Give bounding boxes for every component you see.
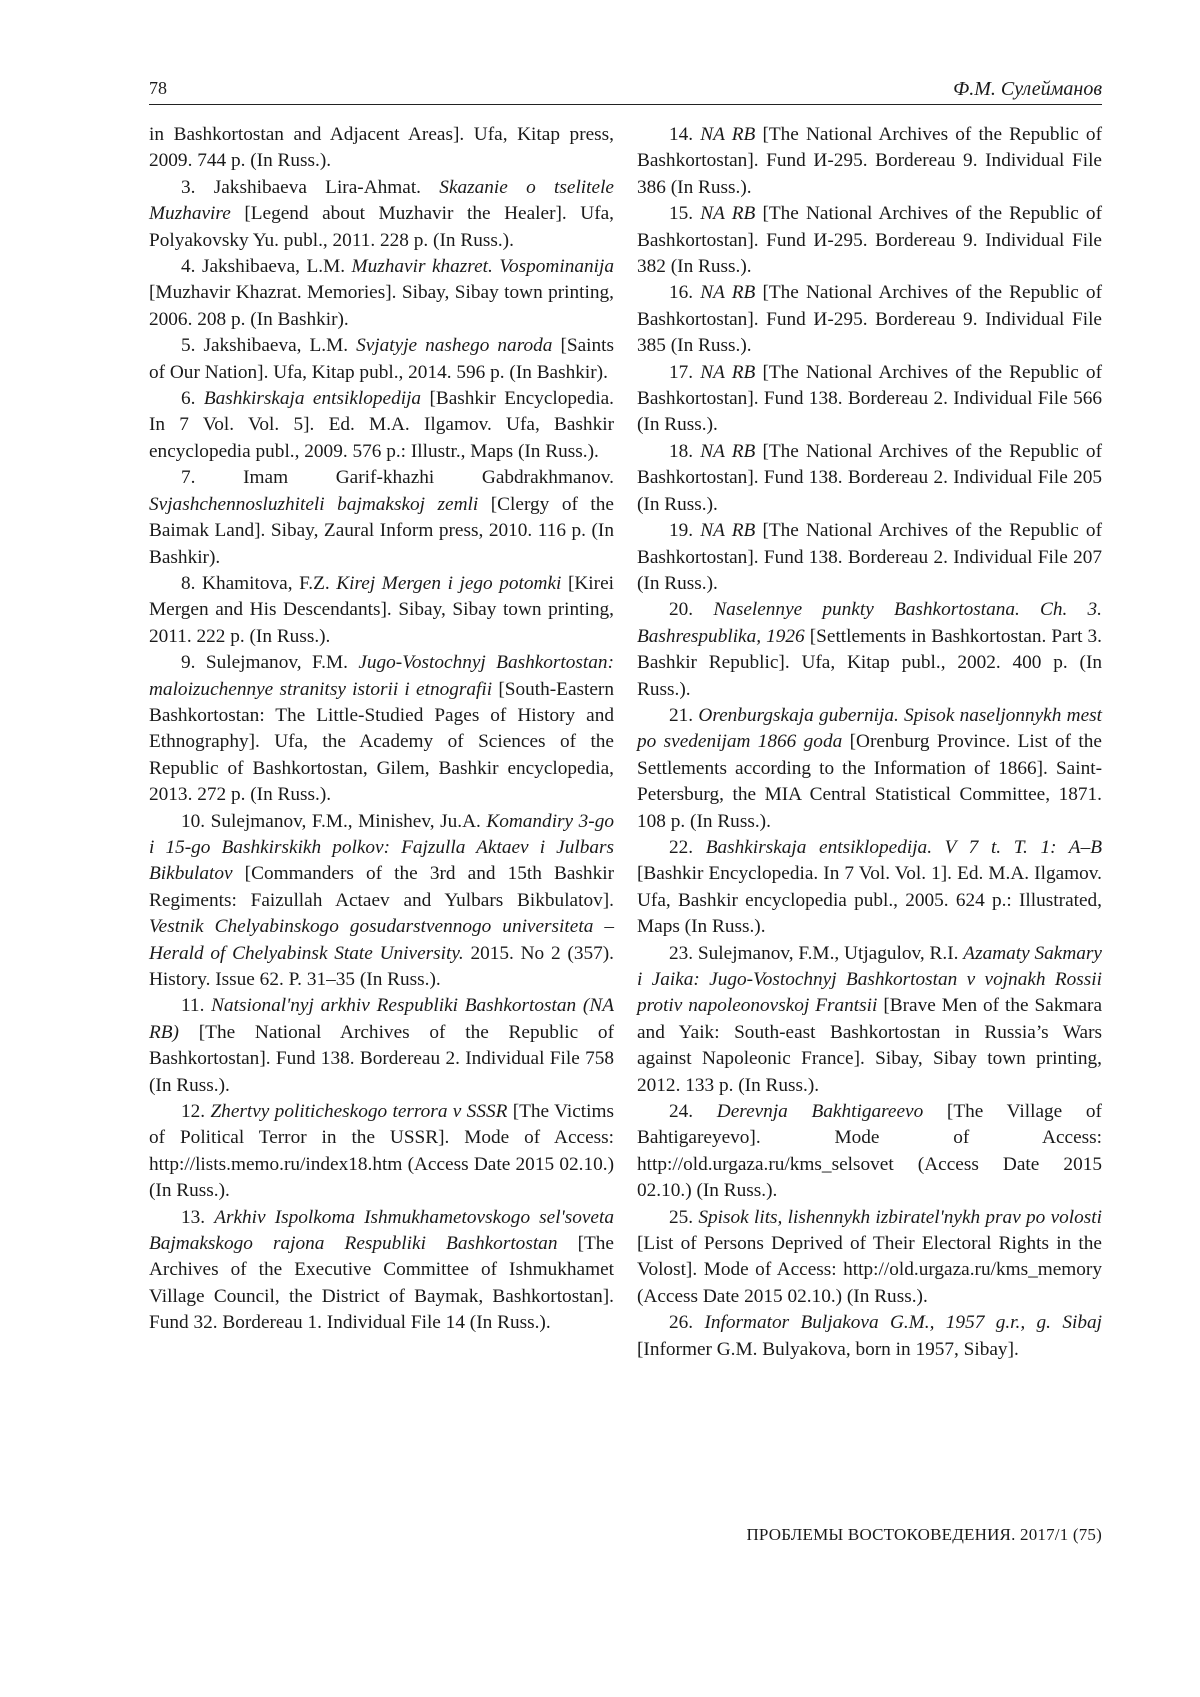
reference-item: 17. NA RB [The National Archives of the Republic of Bashkortostan]. Fund 138. Bordereau 2. Individual File 566 (In Russ.). bbox=[637, 361, 1102, 436]
reference-item: 3. Jakshibaeva Lira-Ahmat. Skazanie o tselitele Muzhavire [Legend about Muzhavir the Healer]. Ufa, Polyakovsky Yu. publ., 2011. 228 p. (In Russ.). bbox=[149, 176, 615, 251]
reference-item: 20. Naselennye punkty Bashkortostana. Ch. 3. Bashrespublika, 1926 [Settlements in Bashkortostan. Part 3. Bashkir Republic]. Ufa, Kitap publ., 2002. 400 p. (In Russ.). bbox=[637, 599, 1103, 700]
reference-item: 14. NA RB [The National Archives of the Republic of Bashkortostan]. Fund И-295. Bordereau 9. Individual File 386 (In Russ.). bbox=[637, 124, 1102, 198]
reference-item: 12. Zhertvy politicheskogo terrora v SSSR [The Victims of Political Terror in the USSR]. Mode of Access: http://lists.memo.ru/index18.htm (Access Date 2015 02.10.) (In Russ.). bbox=[149, 1101, 614, 1202]
reference-item: in Bashkortostan and Adjacent Areas]. Ufa, Kitap press, 2009. 744 p. (In Russ.). bbox=[149, 124, 614, 172]
journal-footer: ПРОБЛЕМЫ ВОСТОКОВЕДЕНИЯ. 2017/1 (75) bbox=[746, 1525, 1102, 1544]
references-right-column bbox=[637, 122, 1102, 1363]
reference-item: 8. Khamitova, F.Z. Kirej Mergen i jego potomki [Kirei Mergen and His Descendants]. Sibay, Sibay town printing, 2011. 222 p. (In Russ.). bbox=[149, 572, 614, 647]
running-head-author: Ф.М. Сулейманов bbox=[953, 78, 1102, 100]
reference-item: 18. NA RB [The National Archives of the Republic of Bashkortostan]. Fund 138. Bordereau 2. Individual File 205 (In Russ.). bbox=[637, 440, 1102, 515]
reference-item: 13. Arkhiv Ispolkoma Ishmukhametovskogo sel'soveta Bajmakskogo rajona Respubliki Bashkortostan [The Archives of the Executive Committee of Ishmukhamet Village Council, the District of Baymak, Bashkortostan]. Fund 32. Bordereau 1. Individual File 14 (In Russ.). bbox=[149, 1206, 614, 1334]
references-left-column bbox=[149, 122, 614, 1337]
reference-item: 19. NA RB [The National Archives of the Republic of Bashkortostan]. Fund 138. Bordereau 2. Individual File 207 (In Russ.). bbox=[637, 520, 1102, 594]
reference-item: 22. Bashkirskaja entsiklopedija. V 7 t. T. 1: A–B [Bashkir Encyclopedia. In 7 Vol. Vol. 1]. Ed. M.A. Ilgamov. Ufa, Bashkir encyclopedia publ., 2005. 624 p.: Illustrated, Maps (In Russ.). bbox=[637, 836, 1102, 938]
reference-item: 9. Sulejmanov, F.M. Jugo-Vostochnyj Bashkortostan: maloizuchennye stranitsy istorii i etnografii [South-Eastern Bashkortostan: The Little-Studied Pages of History and Ethnography]. Ufa, the Academy of Sciences of the Republic of Bashkortostan, Gilem, Bashkir encyclopedia, 2013. 272 p. (In Russ.). bbox=[149, 652, 614, 806]
reference-item: 11. Natsional'nyj arkhiv Respubliki Bashkortostan (NA RB) [The National Archives of the Republic of Bashkortostan]. Fund 138. Bordereau 2. Individual File 758 (In Russ.). bbox=[149, 995, 614, 1096]
reference-item: 6. Bashkirskaja entsiklopedija [Bashkir Encyclopedia. In 7 Vol. Vol. 5]. Ed. M.A. Ilgamov. Ufa, Bashkir encyclopedia publ., 2009. 576 p.: Illustr., Maps (In Russ.). bbox=[149, 388, 614, 462]
page-header bbox=[149, 76, 1102, 105]
reference-item: 26. Informator Buljakova G.M., 1957 g.r., g. Sibaj [Informer G.M. Bulyakova, born in 1957, Sibay]. bbox=[637, 1312, 1102, 1360]
reference-item: 16. NA RB [The National Archives of the Republic of Bashkortostan]. Fund И-295. Bordereau 9. Individual File 385 (In Russ.). bbox=[637, 282, 1102, 357]
reference-item: 23. Sulejmanov, F.M., Utjagulov, R.I. Azamaty Sakmary i Jaika: Jugo-Vostochnyj Bashkortostan v vojnakh Rossii protiv napoleonovskoj Frantsii [Brave Men of the Sakmara and Yaik: South-east Bashkortostan in Russia’s Wars against Napoleonic France]. Sibay, Sibay town printing, 2012. 133 p. (In Russ.). bbox=[637, 942, 1102, 1096]
reference-item: 15. NA RB [The National Archives of the Republic of Bashkortostan]. Fund И-295. Bordereau 9. Individual File 382 (In Russ.). bbox=[637, 203, 1102, 278]
reference-item: 4. Jakshibaeva, L.M. Muzhavir khazret. Vospominanija [Muzhavir Khazrat. Memories]. Sibay, Sibay town printing, 2006. 208 p. (In Bashkir). bbox=[149, 256, 614, 330]
reference-item: 24. Derevnja Bakhtigareevo [The Village of Bahtigareyevo]. Mode of Access: http://old.urgaza.ru/kms_selsovet (Access Date 2015 02.10.) (In Russ.). bbox=[637, 1101, 1102, 1202]
reference-item: 25. Spisok lits, lishennykh izbiratel'nykh prav po volosti [List of Persons Deprived of Their Electoral Rights in the Volost]. Mode of Access: http://old.urgaza.ru/kms_memory (Access Date 2015 02.10.) (In Russ.). bbox=[637, 1206, 1102, 1307]
reference-item: 10. Sulejmanov, F.M., Minishev, Ju.A. Komandiry 3-go i 15-go Bashkirskikh polkov: Fajzulla Aktaev i Julbars Bikbulatov [Commanders of the 3rd and 15th Bashkir Regiments: Faizullah Actaev and Yulbars Bikbulatov]. Vestnik Chelyabinskogo gosudarstvennogo universiteta – Herald of Chelyabinsk State University. 2015. No 2 (357). History. Issue 62. P. 31–35 (In Russ.). bbox=[149, 810, 614, 990]
page-number: 78 bbox=[149, 78, 167, 98]
reference-item: 5. Jakshibaeva, L.M. Svjatyje nashego naroda [Saints of Our Nation]. Ufa, Kitap publ., 2014. 596 p. (In Bashkir). bbox=[149, 335, 614, 383]
reference-item: 21. Orenburgskaja gubernija. Spisok naseljonnykh mest po svedenijam 1866 goda [Orenburg Province. List of the Settlements according to the Information of 1866]. Saint-Petersburg, the MIA Central Statistical Committee, 1871. 108 p. (In Russ.). bbox=[637, 704, 1102, 832]
reference-item: 7. Imam Garif-khazhi Gabdrakhmanov. Svjashchennosluzhiteli bajmakskoj zemli [Clergy of the Baimak Land]. Sibay, Zaural Inform press, 2010. 116 p. (In Bashkir). bbox=[149, 467, 614, 568]
